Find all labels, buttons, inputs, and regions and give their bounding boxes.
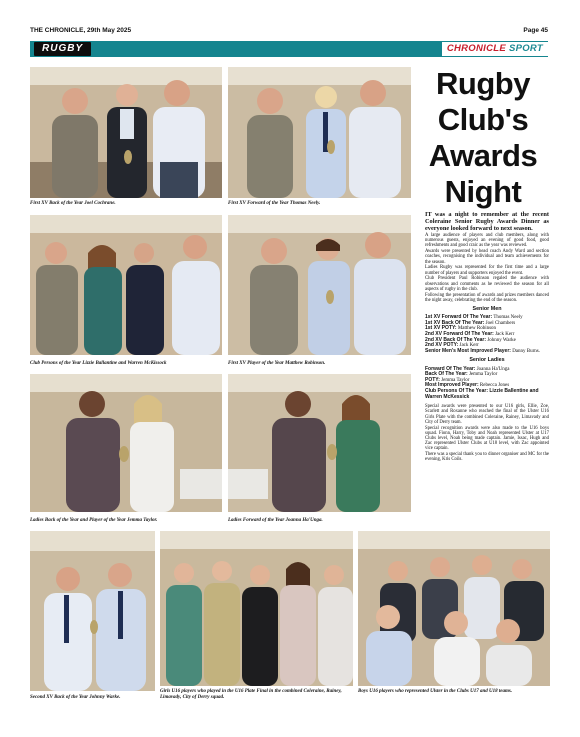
photo-3-caption: Club Persons of the Year Lizzie Ballantine and Warren McKissock [30, 361, 167, 366]
photo-4 [228, 215, 411, 355]
section-label: RUGBY [34, 42, 91, 56]
photo-4-image [228, 215, 411, 355]
article-lead: IT was a night to remember at the recent Coleraine Senior Rugby Awards Dinner as everyone looked forward to next season. [425, 211, 549, 232]
award-line: 2nd XV Forward Of The Year: Jack Kerr [425, 330, 515, 337]
photo-3 [30, 215, 222, 355]
article-body [425, 212, 549, 463]
article-paragraph: Club President Paul Robinson regaled the audience with observations and comments as he reviewed the season for all aspects of rugby in the club. [425, 276, 549, 292]
award-line: 1st XV POTY: Matthew Robinson [425, 325, 497, 332]
article-paragraph: Special recognition awards were also made to the U16 boys squad. Fionn, Harry, Toby and Noah represented Ulster at U17 Clubs level, Noah being made captain. Jamie, Issac, Hugh and Zac represented Ulster Clubs at U18 level, with Zac appointed vice captain. [425, 425, 549, 452]
award-line: 2nd XV Back Of The Year: Johnny Warke [425, 336, 516, 343]
brand-sport: SPORT [508, 43, 543, 54]
article-paragraph: Special awards were presented to our U16 girls, Ellie, Zoe, Scarlett and Roxanne who reached the final of the Ulster U16 Girls Plate with the combined Coleraine, Rainey, Limavady and City of Derry team. [425, 404, 549, 425]
article-paragraph: Following the presentation of awards and prizes members danced the night away, celebrating the end of the season. [425, 292, 549, 303]
headline-line-2: Club's [437, 102, 529, 137]
award-line: 2nd XV POTY: Jack Kerr [425, 342, 479, 349]
photo-4-caption: First XV Player of the Year Matthew Robinson. [228, 361, 326, 366]
photo-5-image [30, 374, 222, 512]
article-paragraph: Ladies Rugby was represented for the first time and a large number of players and supporters enjoyed the event. [425, 265, 549, 276]
photo-6 [228, 374, 411, 512]
senior-ladies-heading: Senior Ladies [469, 357, 505, 364]
photo-6-image [228, 374, 411, 512]
headline [418, 66, 548, 210]
award-line: Senior Men's Most Improved Player: Danny Burns. [425, 347, 540, 354]
photo-2 [228, 67, 411, 198]
publication-date: THE CHRONICLE, 29th May 2025 [30, 27, 132, 34]
headline-line-1: Rugby [436, 66, 530, 101]
brand-chronicle: CHRONICLE [446, 43, 506, 54]
photo-9-caption: Boys U16 players who represented Ulster in the Clubs U17 and U18 teams. [358, 689, 513, 694]
photo-6-caption: Ladies Forward of the Year Joanna Ha'Unga. [228, 518, 323, 523]
award-line: Back Of The Year: Jemma Taylor [425, 371, 498, 378]
award-line: 1st XV Forward Of The Year: Thomas Neely [425, 314, 523, 321]
page-number: Page 45 [523, 27, 548, 34]
photo-5 [30, 374, 222, 512]
award-line: Forward Of The Year: Joanna Ha'Unga [425, 365, 510, 372]
photo-9 [358, 531, 550, 686]
photo-7-image [30, 531, 155, 691]
award-line: 1st XV Back Of The Year: Joel Chambers [425, 319, 516, 326]
photo-2-image [228, 67, 411, 198]
photo-8-caption: Girls U16 players who played in the U16 Plate Final in the combined Coleraine, Rainey, Limavady, City of Derry squad. [160, 689, 342, 700]
photo-9-image [358, 531, 550, 686]
photo-7 [30, 531, 155, 691]
headline-line-3: Awards [428, 138, 538, 173]
article-paragraph: Awards were presented by head coach Andy Ward and section coaches, recognising the individual and team achievements for the season. [425, 249, 549, 265]
section-banner [30, 41, 548, 57]
article-paragraph: There was a special thank you to dinner organiser and MC for the evening, Kris Coils. [425, 452, 549, 463]
photo-8-image [160, 531, 353, 686]
photo-7-caption: Second XV Back of the Year Johnny Warke. [30, 695, 121, 700]
headline-line-4: Night [444, 174, 522, 209]
award-line: Most Improved Player: Rebecca Jones [425, 382, 510, 389]
award-line: Club Persons Of The Year: Lizzie Ballentine and Warren McKessick [425, 387, 539, 400]
photo-1-image [30, 67, 222, 198]
award-line: POTY: Jemma Taylor [425, 376, 470, 383]
photo-1 [30, 67, 222, 198]
photo-8 [160, 531, 353, 686]
photo-2-caption: First XV Forward of the Year Thomas Neely. [228, 201, 321, 206]
senior-men-heading: Senior Men [472, 306, 502, 312]
photo-1-caption: First XV Back of the Year Joel Cochrane. [30, 201, 116, 206]
sport-brand [442, 42, 548, 56]
article-paragraph: A large audience of players and club members, along with numerous guests, enjoyed an evening of good food, good refreshments and good craic as the year was reviewed. [425, 232, 549, 249]
photo-5-caption: Ladies Back of the Year and Player of the Year Jemma Taylor. [30, 518, 158, 523]
page-header [30, 27, 548, 37]
photo-3-image [30, 215, 222, 355]
